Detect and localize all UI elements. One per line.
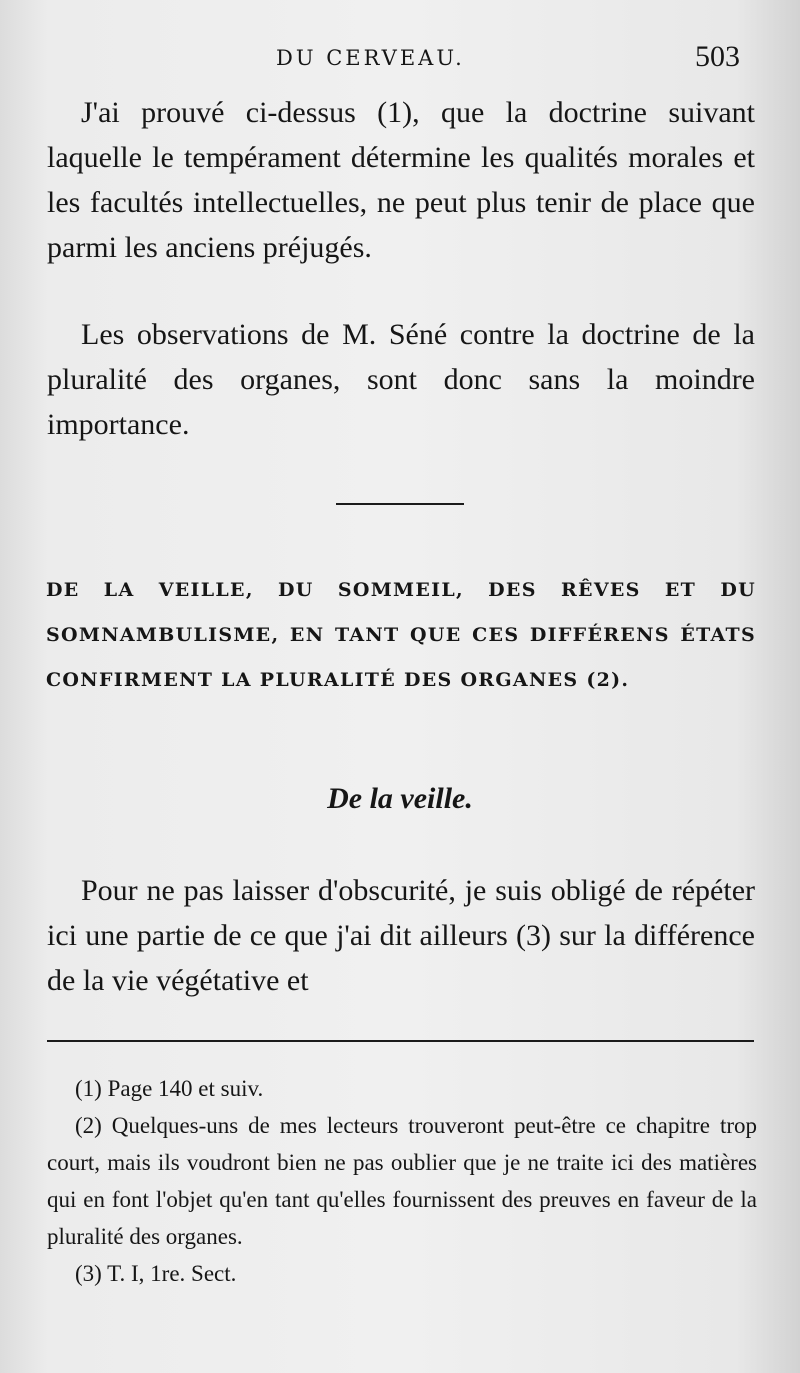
section-divider [336, 503, 464, 505]
footnotes [47, 1070, 757, 1292]
running-title: DU CERVEAU. [276, 46, 465, 70]
footnote-3: (3) T. I, 1re. Sect. [75, 1261, 237, 1286]
footnote-rule [47, 1040, 754, 1042]
section-heading: DE LA VEILLE, DU SOMMEIL, DES RÊVES ET DU SOMNAMBULISME, EN TANT QUE CES DIFFÉRENS ÉTATS CONFIRMENT LA PLURALITÉ DES ORGANES (2). [46, 579, 756, 691]
paragraph-temperament: J'ai prouvé ci-dessus (1), que la doctrine suivant laquelle le tempérament détermine les qualités morales et les facultés intellectuelles, ne peut plus tenir de place que parmi les anciens préjugés. [47, 96, 755, 264]
footnote-2: (2) Quelques-uns de mes lecteurs trouveront peut-être ce chapitre trop court, mais ils voudront bien ne pas oublier que je ne traite ici des matières qui en font l'objet qu'en tant qu'elles fournissent des preuves en faveur de la pluralité des organes. [47, 1113, 757, 1249]
subheading: De la veille. [327, 782, 473, 815]
page-header [0, 40, 800, 80]
paragraph-veille: Pour ne pas laisser d'obscurité, je suis obligé de répéter ici une partie de ce que j'ai dit ailleurs (3) sur la différence de la vie végétative et [47, 874, 755, 997]
footnote-1: (1) Page 140 et suiv. [75, 1076, 264, 1101]
page-number: 503 [695, 40, 740, 73]
paragraph-observations: Les observations de M. Séné contre la doctrine de la pluralité des organes, sont donc sans la moindre importance. [47, 318, 755, 441]
